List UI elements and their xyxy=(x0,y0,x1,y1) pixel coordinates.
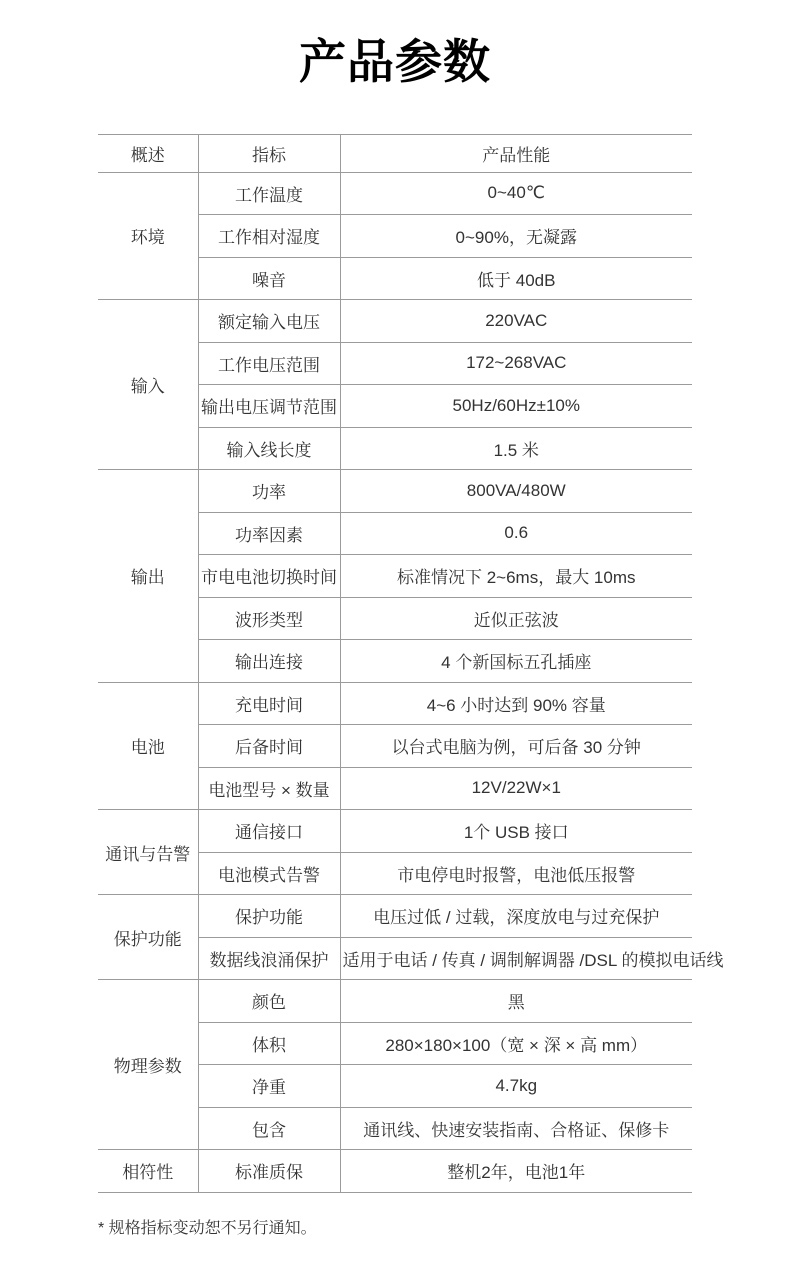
spec-value-cell: 近似正弦波 xyxy=(340,597,692,640)
category-cell: 相符性 xyxy=(98,1150,198,1193)
header-cell-overview: 概述 xyxy=(98,134,198,172)
spec-value-cell: 280×180×100（宽 × 深 × 高 mm） xyxy=(340,1022,692,1065)
spec-label-cell: 波形类型 xyxy=(198,597,340,640)
spec-value-cell: 低于 40dB xyxy=(340,257,692,300)
spec-value-cell: 0~90%，无凝露 xyxy=(340,215,692,258)
category-cell: 输出 xyxy=(98,470,198,683)
spec-label-cell: 通信接口 xyxy=(198,810,340,853)
spec-value-cell: 电压过低 / 过载，深度放电与过充保护 xyxy=(340,895,692,938)
spec-value-cell: 800VA/480W xyxy=(340,470,692,513)
table-row xyxy=(98,172,692,215)
spec-label-cell: 工作温度 xyxy=(198,172,340,215)
spec-value-cell: 1.5 米 xyxy=(340,427,692,470)
category-cell: 保护功能 xyxy=(98,895,198,980)
spec-label-cell: 数据线浪涌保护 xyxy=(198,937,340,980)
spec-label-cell: 输入线长度 xyxy=(198,427,340,470)
category-cell: 电池 xyxy=(98,682,198,810)
spec-value-cell: 黑 xyxy=(340,980,692,1023)
spec-value-cell: 4 个新国标五孔插座 xyxy=(340,640,692,683)
table-row xyxy=(98,300,692,343)
spec-label-cell: 充电时间 xyxy=(198,682,340,725)
spec-label-cell: 标准质保 xyxy=(198,1150,340,1193)
footnote: * 规格指标变动恕不另行通知。 xyxy=(98,1219,317,1237)
spec-value-cell: 整机2年，电池1年 xyxy=(340,1150,692,1193)
spec-label-cell: 后备时间 xyxy=(198,725,340,768)
spec-table-body xyxy=(98,172,724,1192)
spec-label-cell: 功率 xyxy=(198,470,340,513)
table-row xyxy=(98,810,692,853)
table-row xyxy=(98,470,692,513)
spec-label-cell: 工作电压范围 xyxy=(198,342,340,385)
spec-value-cell: 172~268VAC xyxy=(340,342,692,385)
spec-label-cell: 工作相对湿度 xyxy=(198,215,340,258)
spec-table xyxy=(98,134,724,1193)
spec-value-cell: 1个 USB 接口 xyxy=(340,810,692,853)
spec-label-cell: 颜色 xyxy=(198,980,340,1023)
spec-label-cell: 电池型号 × 数量 xyxy=(198,767,340,810)
category-cell: 输入 xyxy=(98,300,198,470)
spec-value-cell: 适用于电话 / 传真 / 调制解调器 /DSL 的模拟电话线 xyxy=(340,937,692,980)
spec-label-cell: 噪音 xyxy=(198,257,340,300)
header-cell-indicator: 指标 xyxy=(198,134,340,172)
spec-label-cell: 输出连接 xyxy=(198,640,340,683)
table-row xyxy=(98,682,692,725)
category-cell: 物理参数 xyxy=(98,980,198,1150)
spec-value-cell: 12V/22W×1 xyxy=(340,767,692,810)
spec-label-cell: 包含 xyxy=(198,1107,340,1150)
spec-label-cell: 净重 xyxy=(198,1065,340,1108)
header-cell-performance: 产品性能 xyxy=(340,134,692,172)
spec-label-cell: 体积 xyxy=(198,1022,340,1065)
spec-value-cell: 标准情况下 2~6ms，最大 10ms xyxy=(340,555,692,598)
table-row xyxy=(98,895,692,938)
spec-label-cell: 功率因素 xyxy=(198,512,340,555)
spec-label-cell: 市电电池切换时间 xyxy=(198,555,340,598)
spec-value-cell: 50Hz/60Hz±10% xyxy=(340,385,692,428)
spec-label-cell: 保护功能 xyxy=(198,895,340,938)
table-row xyxy=(98,1150,692,1193)
table-row xyxy=(98,980,692,1023)
category-cell: 环境 xyxy=(98,172,198,300)
table-header-row xyxy=(98,134,692,172)
category-cell: 通讯与告警 xyxy=(98,810,198,895)
spec-value-cell: 220VAC xyxy=(340,300,692,343)
spec-label-cell: 额定输入电压 xyxy=(198,300,340,343)
spec-value-cell: 通讯线、快速安装指南、合格证、保修卡 xyxy=(340,1107,692,1150)
spec-value-cell: 0~40℃ xyxy=(340,172,692,215)
page-title: 产品参数 xyxy=(299,35,491,88)
spec-value-cell: 4~6 小时达到 90% 容量 xyxy=(340,682,692,725)
spec-value-cell: 以台式电脑为例，可后备 30 分钟 xyxy=(340,725,692,768)
spec-value-cell: 0.6 xyxy=(340,512,692,555)
spec-label-cell: 电池模式告警 xyxy=(198,852,340,895)
spec-value-cell: 市电停电时报警，电池低压报警 xyxy=(340,852,692,895)
spec-label-cell: 输出电压调节范围 xyxy=(198,385,340,428)
spec-value-cell: 4.7kg xyxy=(340,1065,692,1108)
